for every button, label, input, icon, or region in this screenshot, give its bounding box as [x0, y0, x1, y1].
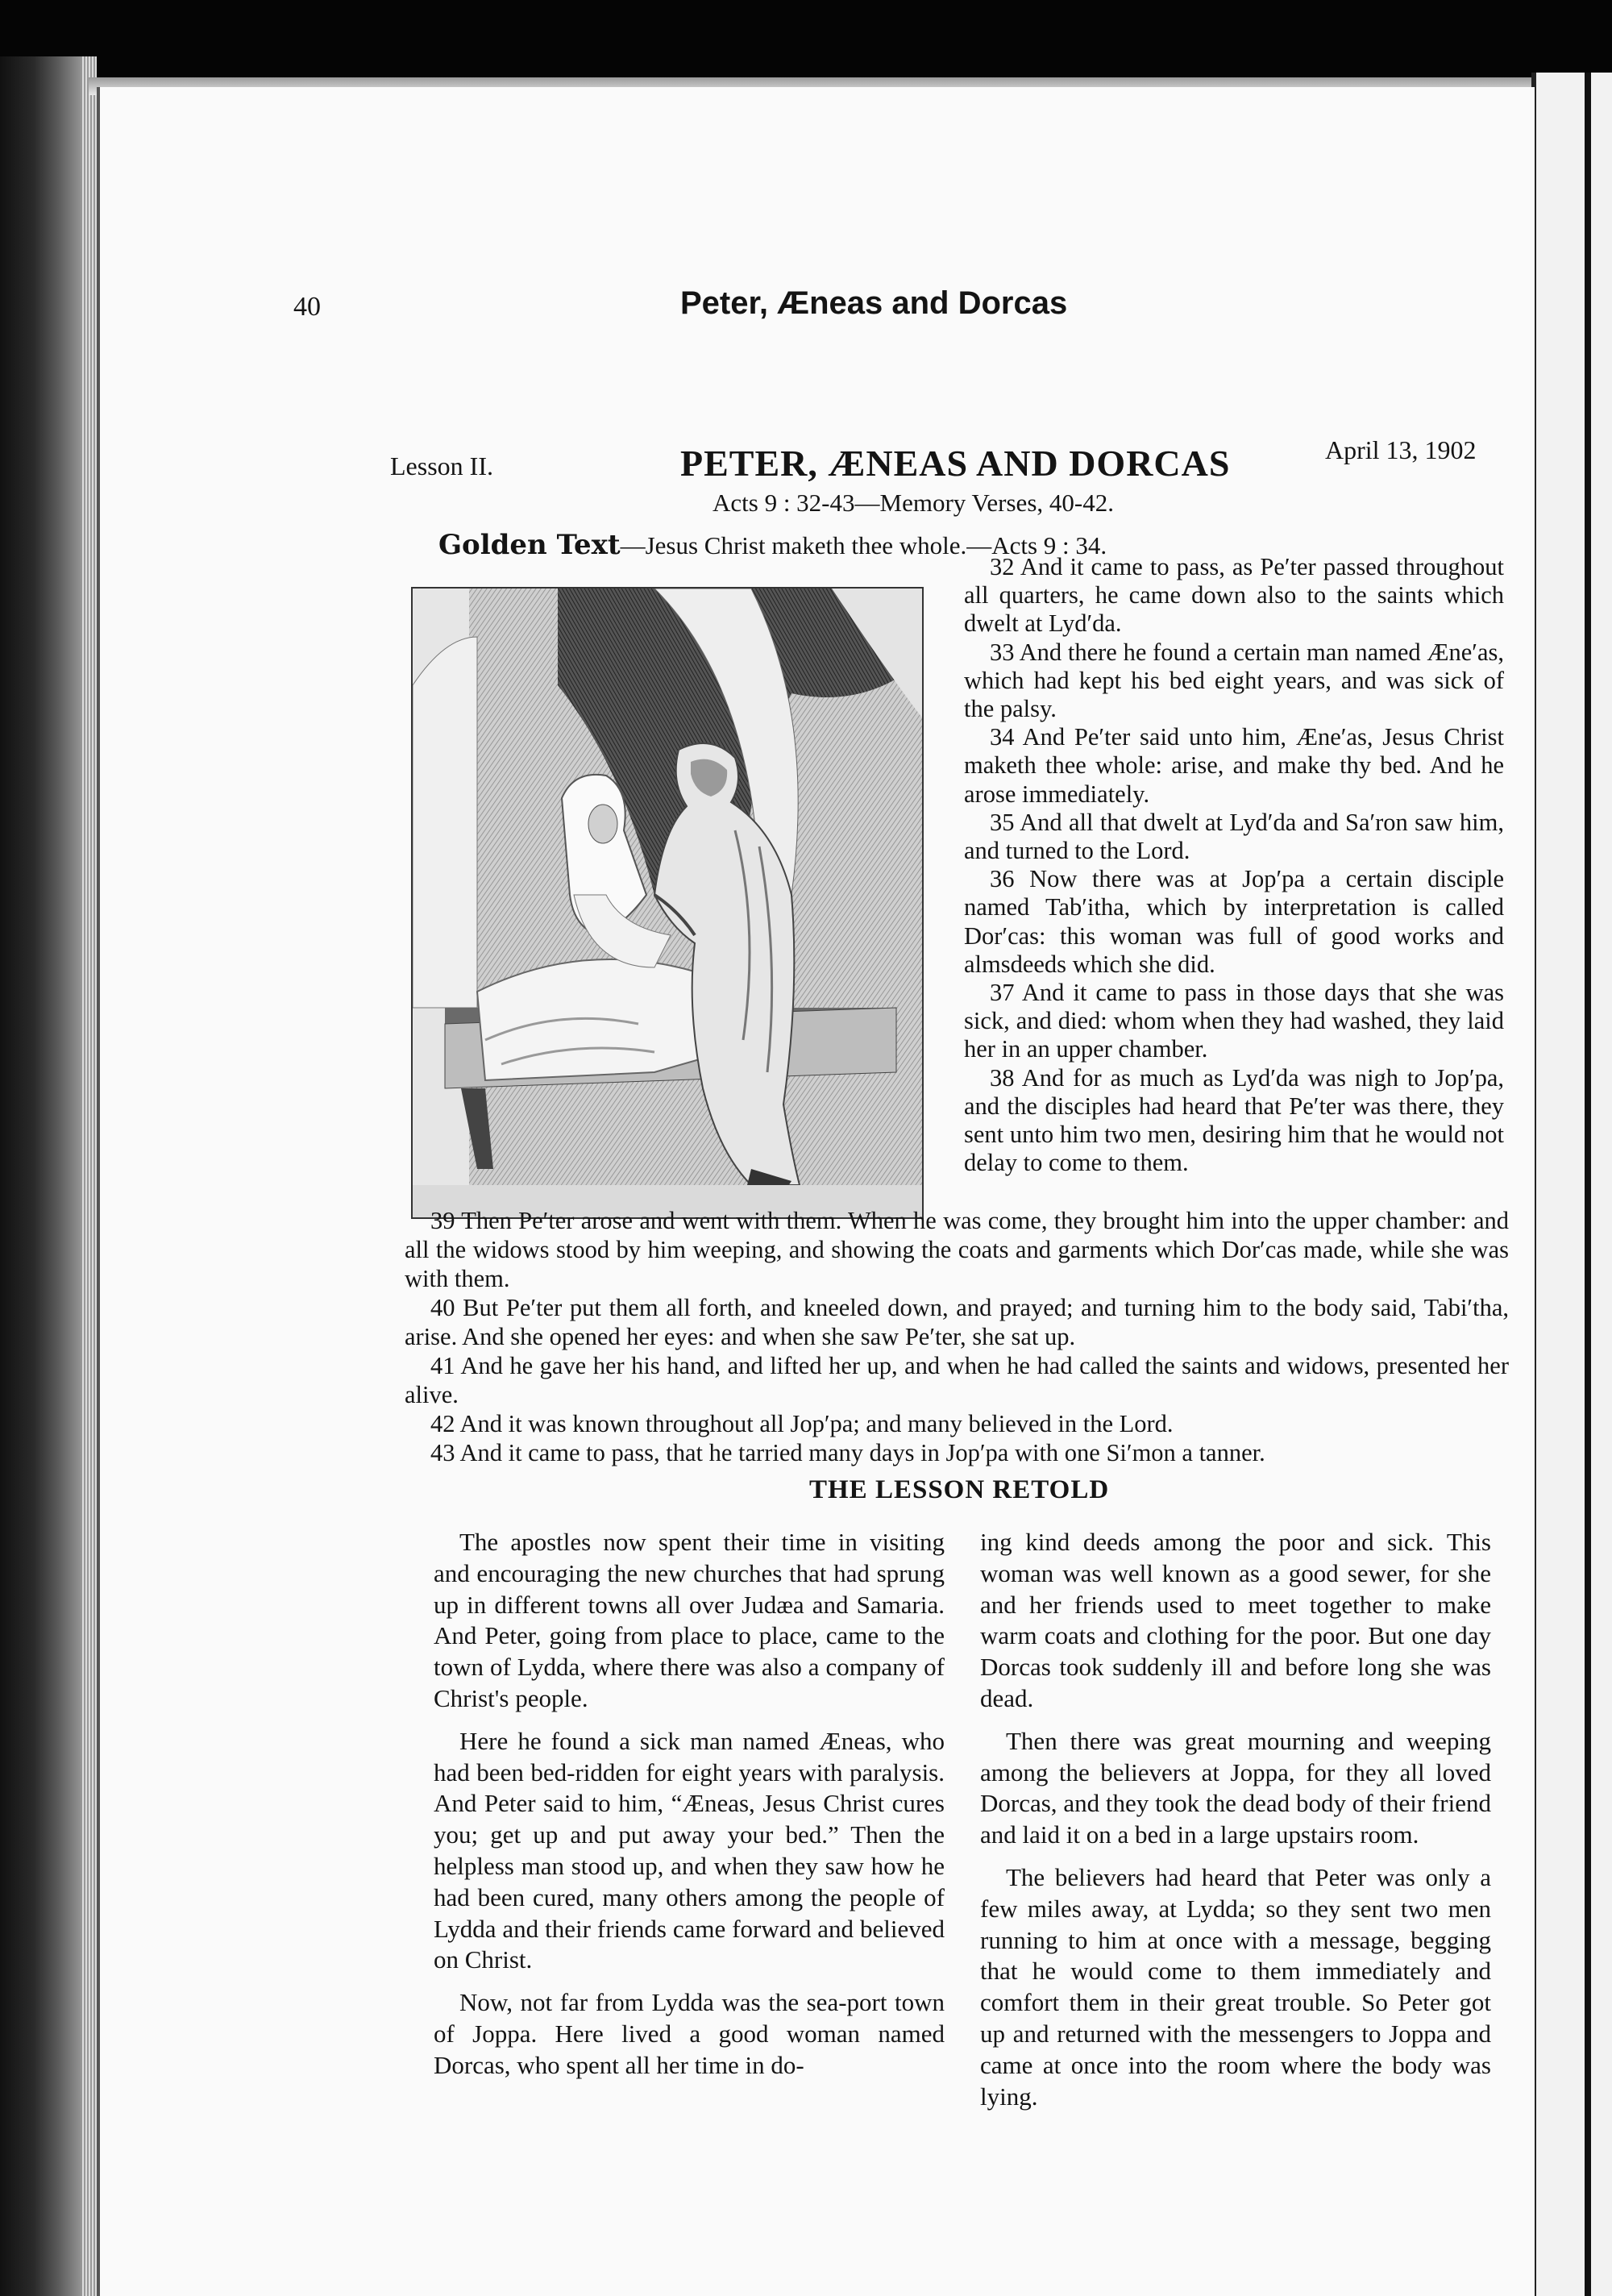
verses-full-width [405, 1206, 1509, 1467]
page-number: 40 [293, 292, 321, 322]
golden-text-label: Golden Text [438, 529, 621, 561]
engraving-icon [411, 587, 924, 1219]
lesson-title: PETER, ÆNEAS AND DORCAS [680, 443, 1231, 484]
golden-text-body: —Jesus Christ maketh thee whole.—Acts 9 : 34. [620, 531, 1107, 559]
retold-heading: THE LESSON RETOLD [809, 1475, 1110, 1504]
running-head [293, 285, 1341, 334]
verse-42: 42 And it was known throughout all Jop′pa; and many believed in the Lord. [430, 1410, 1174, 1437]
lesson-number: Lesson II. [390, 451, 493, 480]
verse-43: 43 And it came to pass, that he tarried many days in Jop′pa with one Si′mon a tanner. [430, 1439, 1265, 1466]
retold-paragraph: Now, not far from Lydda was the sea-port town of Joppa. Here lived a good woman named Dorcas, who spent all her time in do- [434, 1988, 945, 2079]
verse-41: 41 And he gave her his hand, and lifted her up, and when he had called the saints and widows, presented her alive. [405, 1352, 1509, 1408]
scripture-reference: Acts 9 : 32-43—Memory Verses, 40-42. [713, 489, 1114, 517]
verse-38: 38 And for as much as Lyd′da was nigh to Jop′pa, and the disciples had heard that Pe′ter was there, they sent unto him two men, desiring him that he would not delay to come to them. [964, 1063, 1504, 1177]
retold-right-column [980, 1527, 1491, 2123]
verse-39: 39 Then Pe′ter arose and went with them. When he was come, they brought him into the upper chamber: and all the widows stood by him weeping, and showing the coats and garments which Dor′cas made, while she was with them. [405, 1207, 1509, 1292]
book-edge-left [0, 56, 97, 2296]
lesson-date: April 13, 1902 [1325, 435, 1477, 464]
verse-40: 40 But Pe′ter put them all forth, and kneeled down, and prayed; and turning him to the body said, Tabi′tha, arise. And she opened her eyes: and when she saw Pe′ter, she sat up. [405, 1294, 1509, 1350]
running-title: Peter, Æneas and Dorcas [680, 285, 1068, 321]
verse-35: 35 And all that dwelt at Lyd′da and Sa′ron saw him, and turned to the Lord. [964, 808, 1504, 865]
retold-left-column [434, 1527, 945, 2093]
scan-background-top [0, 0, 1612, 89]
retold-paragraph: ing kind deeds among the poor and sick. This woman was well known as a good sewer, for she and her friends used to meet together to make warm coats and clothing for the poor. But one day Dorcas took suddenly ill and before long she was dead. [980, 1528, 1491, 1712]
retold-paragraph: Then there was great mourning and weeping among the believers at Joppa, for they all loved Dorcas, and they took the dead body of their friend and laid it on a bed in a large upstairs room. [980, 1726, 1491, 1849]
retold-paragraph: The believers had heard that Peter was only a few miles away, at Lydda; so they sent two men running to him at once with a message, begging that he would come to them immediately and comfort them in their great trouble. So Peter got up and returned with the messengers to Joppa and came at once into the room where the body was lying. [980, 1862, 1491, 2111]
verses-right-column [964, 553, 1504, 1177]
verse-37: 37 And it came to pass in those days that she was sick, and died: whom when they had washed, they laid her in an upper chamber. [964, 979, 1504, 1063]
book-page [97, 87, 1535, 2296]
verse-33: 33 And there he found a certain man named Æne′as, which had kept his bed eight years, and was sick of the palsy. [964, 638, 1504, 723]
retold-paragraph: Here he found a sick man named Æneas, who had been bed-ridden for eight years with paralysis. And Peter said to him, “Æneas, Jesus Christ cures you; get up and put away your bed.” Then the helpless man stood up, and when they saw how he had been cured, many others among the people of Lydda and their friends came forward and believed on Christ. [434, 1726, 945, 1974]
verse-34: 34 And Pe′ter said unto him, Æne′as, Jesus Christ maketh thee whole: arise, and make thy bed. And he arose immediately. [964, 723, 1504, 808]
retold-paragraph: The apostles now spent their time in visiting and encouraging the new churches that had sprung up in different towns all over Judæa and Samaria. And Peter, going from place to place, came to the town of Lydda, where there was also a company of Christ's people. [434, 1528, 945, 1712]
verse-36: 36 Now there was at Jop′pa a certain disciple named Tab′itha, which by interpretation is called Dor′cas: this woman was full of good works and almsdeeds which she did. [964, 865, 1504, 978]
book-edge-right [1531, 73, 1612, 2296]
verse-32: 32 And it came to pass, as Pe′ter passed throughout all quarters, he came down also to the saints which dwelt at Lyd′da. [964, 553, 1504, 638]
